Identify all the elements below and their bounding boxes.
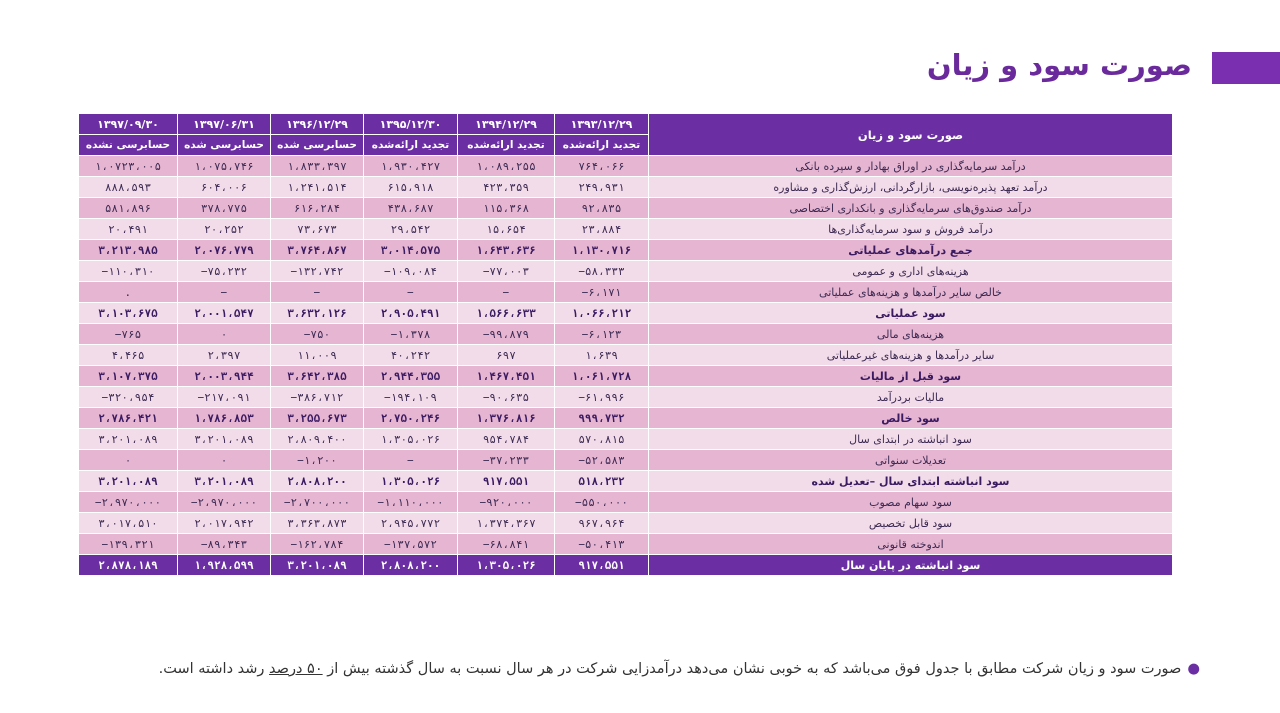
table-cell-value: −۱۱۰،۳۱۰: [79, 261, 178, 282]
table-row: [79, 177, 1173, 198]
table-cell-value: ۱،۸۳۳،۳۹۷: [271, 156, 364, 177]
table-row: [79, 387, 1173, 408]
table-cell-value: ۴۰،۲۴۲: [364, 345, 458, 366]
title-accent-bar: [1212, 52, 1280, 84]
table-row-label: سود قابل تخصیص: [649, 513, 1173, 534]
table-cell-value: ۲۰،۴۹۱: [79, 219, 178, 240]
table-row-label: درآمد سرمایه‌گذاری در اوراق بهادار و سپرده بانکی: [649, 156, 1173, 177]
table-cell-value: ۱،۰۶۶،۲۱۲: [555, 303, 649, 324]
table-cell-value: ۲،۷۸۶،۴۲۱: [79, 408, 178, 429]
table-row: [79, 408, 1173, 429]
income-statement-table: [78, 113, 1173, 576]
table-cell-value: ۱،۹۳۰،۴۲۷: [364, 156, 458, 177]
column-status: تجدید ارائه‌شده: [364, 135, 458, 156]
column-date: ۱۳۹۵/۱۲/۳۰: [364, 114, 458, 135]
table-row-label: هزینه‌های اداری و عمومی: [649, 261, 1173, 282]
column-date: ۱۳۹۴/۱۲/۲۹: [458, 114, 555, 135]
table-row-label: درآمد تعهد پذیره‌نویسی، بازارگردانی، ارزش‌گذاری و مشاوره: [649, 177, 1173, 198]
table-cell-value: −۷۵۰: [271, 324, 364, 345]
table-row-label: سود عملیاتی: [649, 303, 1173, 324]
table-row-label: اندوخته قانونی: [649, 534, 1173, 555]
table-cell-value: −۵۲،۵۸۳: [555, 450, 649, 471]
column-date: ۱۳۹۶/۱۲/۲۹: [271, 114, 364, 135]
table-cell-value: ۵۱۸،۲۳۲: [555, 471, 649, 492]
table-cell-value: ۲،۳۹۷: [178, 345, 271, 366]
table-row: [79, 324, 1173, 345]
table-cell-value: −۷۵،۲۳۲: [178, 261, 271, 282]
table-cell-value: ۱،۳۷۶،۸۱۶: [458, 408, 555, 429]
table-cell-value: ۳،۲۰۱،۰۸۹: [178, 429, 271, 450]
table-cell-value: −۸۹،۳۴۳: [178, 534, 271, 555]
table-cell-value: ۲،۹۴۴،۳۵۵: [364, 366, 458, 387]
table-cell-value: ۸۸۸،۵۹۳: [79, 177, 178, 198]
table-row: [79, 429, 1173, 450]
table-cell-value: ۱،۳۰۵،۰۲۶: [364, 471, 458, 492]
table-cell-value: ۱،۳۰۵،۰۲۶: [458, 555, 555, 576]
table-row-label: سود انباشته ابتدای سال –تعدیل شده: [649, 471, 1173, 492]
table-row: [79, 513, 1173, 534]
table-cell-value: ۳،۷۶۴،۸۶۷: [271, 240, 364, 261]
table-cell-value: ۹۲،۸۳۵: [555, 198, 649, 219]
table-cell-value: ۶۹۷: [458, 345, 555, 366]
table-cell-value: ۹۱۷،۵۵۱: [555, 555, 649, 576]
table-row-label: درآمد صندوق‌های سرمایه‌گذاری و بانکداری اختصاصی: [649, 198, 1173, 219]
table-cell-value: ۲۹،۵۴۲: [364, 219, 458, 240]
table-cell-value: ۶۰۴،۰۰۶: [178, 177, 271, 198]
table-cell-value: −۷۶۵: [79, 324, 178, 345]
table-cell-value: ۱۱۵،۳۶۸: [458, 198, 555, 219]
table-cell-value: −۶،۱۲۳: [555, 324, 649, 345]
table-cell-value: ۰: [79, 450, 178, 471]
table-cell-value: ۹۹۹،۷۳۲: [555, 408, 649, 429]
table-row-label: سود سهام مصوب: [649, 492, 1173, 513]
table-cell-value: ۲،۰۷۶،۷۷۹: [178, 240, 271, 261]
table-row-label: درآمد فروش و سود سرمایه‌گذاری‌ها: [649, 219, 1173, 240]
table-row: [79, 366, 1173, 387]
table-row-label: سایر درآمدها و هزینه‌های غیرعملیاتی: [649, 345, 1173, 366]
table-cell-value: ۶۱۶،۲۸۴: [271, 198, 364, 219]
table-row: [79, 555, 1173, 576]
table-cell-value: ۴۲۳،۳۵۹: [458, 177, 555, 198]
table-cell-value: ۴،۴۶۵: [79, 345, 178, 366]
table-row-label: تعدیلات سنواتی: [649, 450, 1173, 471]
table-cell-value: ۰: [178, 324, 271, 345]
column-status: حسابرسی شده: [271, 135, 364, 156]
table-cell-value: ۲۰،۲۵۲: [178, 219, 271, 240]
table-cell-value: ۱،۳۰۵،۰۲۶: [364, 429, 458, 450]
note-text: صورت سود و زیان شرکت مطابق با جدول فوق می‌باشد که به خوبی نشان می‌دهد درآمدزایی شرکت در هر سال نسبت به سال گذشته بیش از: [322, 661, 1182, 677]
table-row: [79, 156, 1173, 177]
table-cell-value: ۳،۲۵۵،۶۷۳: [271, 408, 364, 429]
table-row: [79, 198, 1173, 219]
table-cell-value: ۹۵۴،۷۸۴: [458, 429, 555, 450]
table-cell-value: −۱۶۲،۷۸۴: [271, 534, 364, 555]
table-cell-value: ۳،۰۱۴،۵۷۵: [364, 240, 458, 261]
table-cell-value: ۶۱۵،۹۱۸: [364, 177, 458, 198]
table-cell-value: ۱،۰۸۹،۲۵۵: [458, 156, 555, 177]
table-row-label: مالیات بردرآمد: [649, 387, 1173, 408]
column-date: ۱۳۹۳/۱۲/۲۹: [555, 114, 649, 135]
table-cell-value: ۳،۳۶۳،۸۷۳: [271, 513, 364, 534]
table-cell-value: −۳۲۰،۹۵۴: [79, 387, 178, 408]
table-cell-value: ۲،۸۰۹،۴۰۰: [271, 429, 364, 450]
table-cell-value: −۱۳۹،۳۲۱: [79, 534, 178, 555]
table-cell-value: ۱،۰۶۱،۷۲۸: [555, 366, 649, 387]
table-cell-value: ۱،۷۸۶،۸۵۳: [178, 408, 271, 429]
table-row-label: جمع درآمدهای عملیاتی: [649, 240, 1173, 261]
note-text-end: رشد داشته است.: [158, 661, 270, 677]
table-cell-value: ۵۸۱،۸۹۶: [79, 198, 178, 219]
table-row-label: سود انباشته در پایان سال: [649, 555, 1173, 576]
table-cell-value: −۵۸،۳۳۳: [555, 261, 649, 282]
table-cell-value: −: [364, 282, 458, 303]
table-cell-value: −۳۸۶،۷۱۲: [271, 387, 364, 408]
table-cell-value: ۳،۲۰۱،۰۸۹: [79, 471, 178, 492]
table-cell-value: ۳،۲۰۱،۰۸۹: [178, 471, 271, 492]
summary-note: [70, 652, 1200, 686]
table-cell-value: ۱۵،۶۵۴: [458, 219, 555, 240]
table-cell-value: ۱۱،۰۰۹: [271, 345, 364, 366]
table-cell-value: −۶،۱۷۱: [555, 282, 649, 303]
table-cell-value: −۵۵۰،۰۰۰: [555, 492, 649, 513]
column-status: حسابرسی شده: [178, 135, 271, 156]
table-row: [79, 345, 1173, 366]
table-cell-value: −۶۱،۹۹۶: [555, 387, 649, 408]
table-cell-value: ۳،۱۰۳،۶۷۵: [79, 303, 178, 324]
table-cell-value: ۲۴۹،۹۳۱: [555, 177, 649, 198]
table-cell-value: −۲،۹۷۰،۰۰۰: [178, 492, 271, 513]
bullet-icon: ●: [1187, 661, 1200, 677]
table-cell-value: ۳۷۸،۷۷۵: [178, 198, 271, 219]
table-cell-value: −۹۹،۸۷۹: [458, 324, 555, 345]
column-date: ۱۳۹۷/۰۶/۳۱: [178, 114, 271, 135]
table-cell-value: ۱،۱۳۰،۷۱۶: [555, 240, 649, 261]
table-cell-value: −: [271, 282, 364, 303]
table-cell-value: ۹۱۷،۵۵۱: [458, 471, 555, 492]
column-date: ۱۳۹۷/۰۹/۳۰: [79, 114, 178, 135]
table-row: [79, 450, 1173, 471]
table-cell-value: −۱۰۹،۰۸۴: [364, 261, 458, 282]
table-cell-value: ۷۶۴،۰۶۶: [555, 156, 649, 177]
table-cell-value: −۱۹۴،۱۰۹: [364, 387, 458, 408]
column-status: تجدید ارائه‌شده: [555, 135, 649, 156]
table-cell-value: −۱۳۷،۵۷۲: [364, 534, 458, 555]
table-cell-value: ۴۳۸،۶۸۷: [364, 198, 458, 219]
table-row: [79, 240, 1173, 261]
table-cell-value: −۱۳۲،۷۴۲: [271, 261, 364, 282]
table-cell-value: ۱،۵۶۶،۶۳۳: [458, 303, 555, 324]
table-cell-value: −۳۷،۲۳۳: [458, 450, 555, 471]
table-cell-value: ۱،۳۷۴،۳۶۷: [458, 513, 555, 534]
table-cell-value: ۱،۰۷۵،۷۴۶: [178, 156, 271, 177]
table-cell-value: ۳،۲۱۳،۹۸۵: [79, 240, 178, 261]
table-cell-value: ۵۷۰،۸۱۵: [555, 429, 649, 450]
table-cell-value: −: [458, 282, 555, 303]
table-row-label: سود انباشته در ابتدای سال: [649, 429, 1173, 450]
table-cell-value: ۲،۰۰۳،۹۴۴: [178, 366, 271, 387]
page-title: صورت سود و زیان: [926, 48, 1192, 82]
table-cell-value: −۷۷،۰۰۳: [458, 261, 555, 282]
table-cell-value: ۳،۰۱۷،۵۱۰: [79, 513, 178, 534]
table-cell-value: −۱،۱۱۰،۰۰۰: [364, 492, 458, 513]
table-cell-value: ۲،۰۱۷،۹۴۲: [178, 513, 271, 534]
table-cell-value: ۲،۸۰۸،۲۰۰: [364, 555, 458, 576]
table-row: [79, 471, 1173, 492]
table-cell-value: ۱،۲۴۱،۵۱۴: [271, 177, 364, 198]
column-status: تجدید ارائه‌شده: [458, 135, 555, 156]
table-row: [79, 303, 1173, 324]
table-cell-value: ۷۳،۶۷۳: [271, 219, 364, 240]
table-cell-value: ۲،۷۵۰،۲۴۶: [364, 408, 458, 429]
table-row: [79, 492, 1173, 513]
note-highlight: ۵۰ درصد: [269, 661, 323, 677]
table-cell-value: −۱،۲۰۰: [271, 450, 364, 471]
table-cell-value: −۲،۷۰۰،۰۰۰: [271, 492, 364, 513]
table-cell-value: −۲،۹۷۰،۰۰۰: [79, 492, 178, 513]
table-cell-value: ۱،۴۶۷،۴۵۱: [458, 366, 555, 387]
column-status: حسابرسی نشده: [79, 135, 178, 156]
table-cell-value: −۱،۳۷۸: [364, 324, 458, 345]
table-cell-value: −: [364, 450, 458, 471]
table-cell-value: ۱،۶۴۳،۶۳۶: [458, 240, 555, 261]
table-cell-value: ۱،۹۲۸،۵۹۹: [178, 555, 271, 576]
table-cell-value: ۹۶۷،۹۶۴: [555, 513, 649, 534]
table-cell-value: ۰: [178, 450, 271, 471]
table-row-label: هزینه‌های مالی: [649, 324, 1173, 345]
table-cell-value: −۹۲۰،۰۰۰: [458, 492, 555, 513]
table-cell-value: ۲،۸۰۸،۲۰۰: [271, 471, 364, 492]
row-label-header: صورت سود و زیان: [649, 114, 1173, 156]
table-cell-value: ۲۳،۸۸۴: [555, 219, 649, 240]
table-cell-value: ۳،۲۰۱،۰۸۹: [79, 429, 178, 450]
table-cell-value: ۱،۰۷۲۳،۰۰۵: [79, 156, 178, 177]
table-row-label: سود خالص: [649, 408, 1173, 429]
table-row: [79, 282, 1173, 303]
table-cell-value: ۲،۰۰۱،۵۴۷: [178, 303, 271, 324]
table-cell-value: ۳،۶۳۲،۱۲۶: [271, 303, 364, 324]
table-row-label: سود قبل از مالیات: [649, 366, 1173, 387]
table-cell-value: −۹۰،۶۳۵: [458, 387, 555, 408]
table-cell-value: ۳،۱۰۷،۳۷۵: [79, 366, 178, 387]
table-row: [79, 219, 1173, 240]
table-cell-value: −۲۱۷،۰۹۱: [178, 387, 271, 408]
table-cell-value: −۶۸،۸۴۱: [458, 534, 555, 555]
table-body: [79, 156, 1173, 576]
table-row: [79, 261, 1173, 282]
table-cell-value: ۲،۹۰۵،۴۹۱: [364, 303, 458, 324]
table-cell-value: .: [79, 282, 178, 303]
table-cell-value: ۲،۹۴۵،۷۷۲: [364, 513, 458, 534]
table-cell-value: ۱،۶۳۹: [555, 345, 649, 366]
table-cell-value: −: [178, 282, 271, 303]
table-row-label: خالص سایر درآمدها و هزینه‌های عملیاتی: [649, 282, 1173, 303]
table-row: [79, 534, 1173, 555]
table-cell-value: ۲،۸۷۸،۱۸۹: [79, 555, 178, 576]
table-cell-value: ۳،۶۴۲،۳۸۵: [271, 366, 364, 387]
table-cell-value: ۳،۲۰۱،۰۸۹: [271, 555, 364, 576]
table-cell-value: −۵۰،۴۱۳: [555, 534, 649, 555]
